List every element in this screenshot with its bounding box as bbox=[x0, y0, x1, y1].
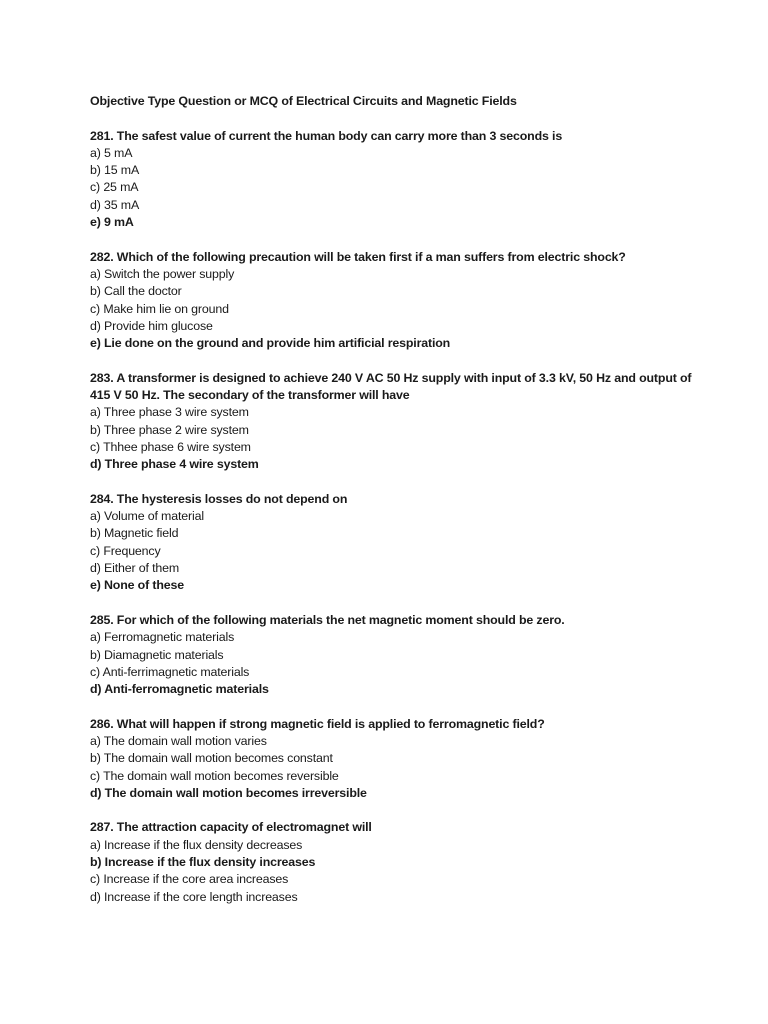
question-block bbox=[90, 819, 710, 905]
answer-choice: a) 5 mA bbox=[90, 145, 133, 160]
answer-choice: b) Diamagnetic materials bbox=[90, 647, 224, 662]
answer-choice: c) The domain wall motion becomes reversible bbox=[90, 768, 339, 783]
answer-choice: a) The domain wall motion varies bbox=[90, 733, 267, 748]
question-block bbox=[90, 370, 710, 474]
answer-choice: a) Switch the power supply bbox=[90, 266, 235, 281]
question-block bbox=[90, 491, 710, 595]
answer-choice: b) The domain wall motion becomes constant bbox=[90, 751, 333, 766]
answer-choice: a) Volume of material bbox=[90, 509, 204, 524]
answer-choice: a) Ferromagnetic materials bbox=[90, 630, 235, 645]
question-text: 281. The safest value of current the human body can carry more than 3 seconds is bbox=[90, 128, 563, 143]
answer-choice: b) Three phase 2 wire system bbox=[90, 422, 249, 437]
question-text: 283. A transformer is designed to achieve 240 V AC 50 Hz supply with input of 3.3 kV, 50 Hz and output of 415 V 50 Hz. The secondary of the transformer will have bbox=[90, 370, 692, 403]
document-content bbox=[90, 93, 710, 923]
answer-choice: d) Increase if the core length increases bbox=[90, 889, 298, 904]
answer-option: b) Increase if the flux density increases bbox=[90, 855, 316, 870]
question-block bbox=[90, 612, 710, 698]
answer-choice: d) Either of them bbox=[90, 561, 180, 576]
question-block bbox=[90, 716, 710, 802]
answer-choice: c) Make him lie on ground bbox=[90, 301, 229, 316]
answer-choice: b) Call the doctor bbox=[90, 284, 182, 299]
answer-option: d) Three phase 4 wire system bbox=[90, 457, 259, 472]
question-block bbox=[90, 249, 710, 353]
question-list bbox=[90, 128, 710, 906]
question-text: 287. The attraction capacity of electromagnet will bbox=[90, 820, 372, 835]
answer-option: e) 9 mA bbox=[90, 215, 134, 230]
answer-choice: c) Thhee phase 6 wire system bbox=[90, 439, 251, 454]
answer-choice: c) Anti-ferrimagnetic materials bbox=[90, 664, 250, 679]
answer-choice: c) Frequency bbox=[90, 543, 161, 558]
answer-option: d) Anti-ferromagnetic materials bbox=[90, 682, 269, 697]
answer-choice: d) Provide him glucose bbox=[90, 318, 213, 333]
answer-option: e) None of these bbox=[90, 578, 184, 593]
answer-option: e) Lie done on the ground and provide him artificial respiration bbox=[90, 336, 451, 351]
document-title: Objective Type Question or MCQ of Electrical Circuits and Magnetic Fields bbox=[90, 94, 517, 108]
answer-choice: b) Magnetic field bbox=[90, 526, 179, 541]
answer-choice: c) Increase if the core area increases bbox=[90, 872, 289, 887]
answer-option: d) The domain wall motion becomes irreversible bbox=[90, 785, 367, 800]
question-text: 284. The hysteresis losses do not depend on bbox=[90, 491, 348, 506]
question-text: 286. What will happen if strong magnetic field is applied to ferromagnetic field? bbox=[90, 716, 545, 731]
question-block bbox=[90, 128, 710, 232]
answer-choice: c) 25 mA bbox=[90, 180, 139, 195]
answer-choice: a) Three phase 3 wire system bbox=[90, 405, 249, 420]
question-text: 285. For which of the following materials the net magnetic moment should be zero. bbox=[90, 612, 565, 627]
question-text: 282. Which of the following precaution will be taken first if a man suffers from electric shock? bbox=[90, 249, 626, 264]
answer-choice: d) 35 mA bbox=[90, 197, 140, 212]
answer-choice: b) 15 mA bbox=[90, 163, 140, 178]
answer-choice: a) Increase if the flux density decreases bbox=[90, 837, 303, 852]
